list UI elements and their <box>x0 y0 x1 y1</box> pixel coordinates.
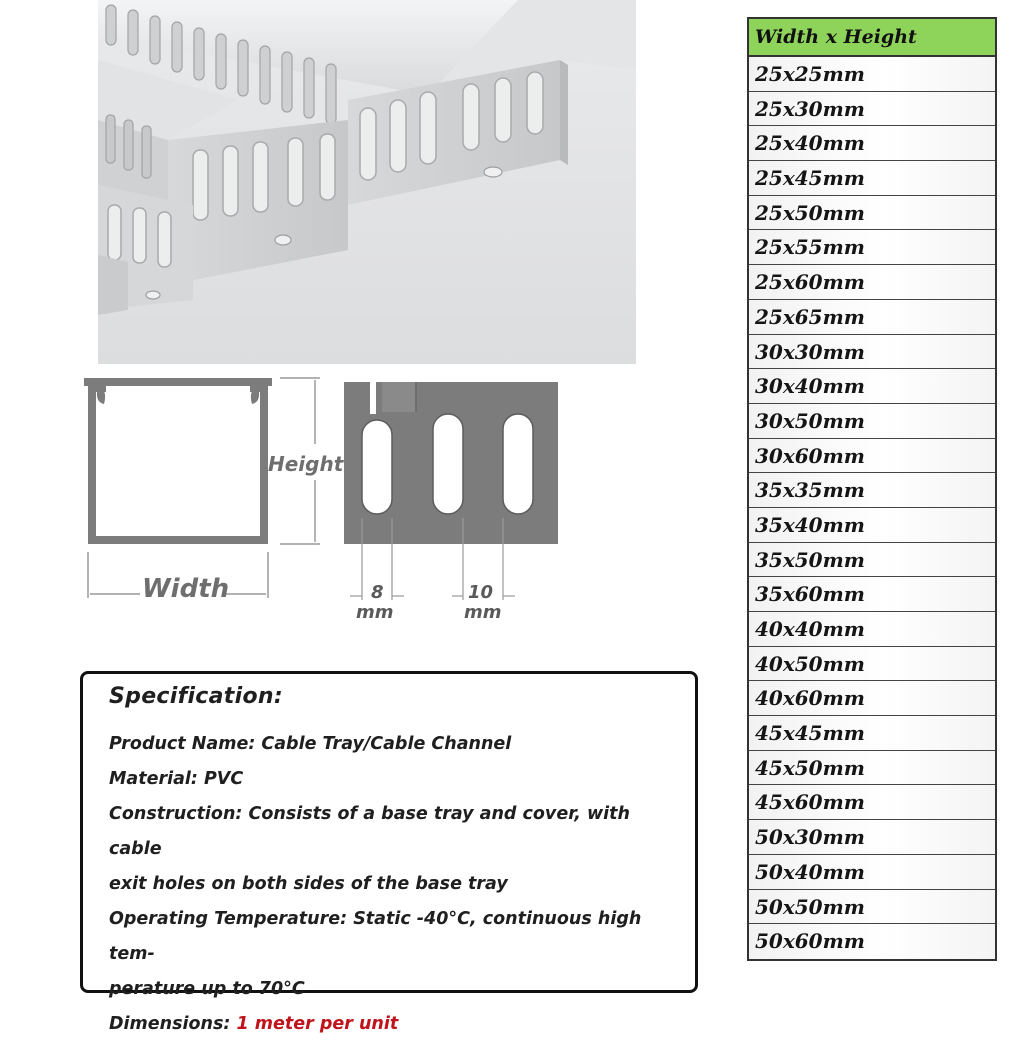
size-table-row: 35x50mm <box>749 543 995 578</box>
spec-temperature-line1: Operating Temperature: Static -40°C, continuous high tem- <box>109 909 642 964</box>
spec-construction-line1: Construction: Consists of a base tray and cover, with cable <box>109 804 630 859</box>
size-table-row: 30x60mm <box>749 439 995 474</box>
spec-temperature-line2: perature up to 70°C <box>109 979 305 999</box>
size-table-row: 30x50mm <box>749 404 995 439</box>
size-table-row: 25x45mm <box>749 161 995 196</box>
size-table-row: 35x40mm <box>749 508 995 543</box>
size-table-row: 40x40mm <box>749 612 995 647</box>
size-table <box>747 17 997 961</box>
size-table-row: 45x60mm <box>749 785 995 820</box>
size-table-row: 40x60mm <box>749 681 995 716</box>
slot-spacing-diagram <box>340 378 565 628</box>
cross-section-diagram <box>80 372 350 604</box>
slot-gap-value: 10 <box>468 582 494 603</box>
product-photo <box>98 0 636 364</box>
size-table-row: 25x60mm <box>749 265 995 300</box>
spec-dimensions-label: Dimensions: <box>109 1014 237 1034</box>
size-table-row: 25x40mm <box>749 126 995 161</box>
size-table-row: 50x30mm <box>749 820 995 855</box>
spec-dimensions-value: 1 meter per unit <box>236 1014 399 1034</box>
size-table-row: 25x55mm <box>749 230 995 265</box>
size-table-row: 50x60mm <box>749 924 995 959</box>
spec-construction-line2: exit holes on both sides of the base tray <box>109 874 508 894</box>
height-label: Height <box>268 452 344 476</box>
spec-material: Material: PVC <box>109 769 244 789</box>
slot-width-value: 8 <box>371 582 384 603</box>
size-table-row: 50x40mm <box>749 855 995 890</box>
size-table-row: 35x60mm <box>749 577 995 612</box>
size-table-row: 30x30mm <box>749 335 995 370</box>
size-table-row: 25x25mm <box>749 57 995 92</box>
size-table-rows <box>749 57 995 959</box>
size-table-row: 35x35mm <box>749 473 995 508</box>
size-table-row: 30x40mm <box>749 369 995 404</box>
size-table-row: 45x45mm <box>749 716 995 751</box>
spec-dimensions <box>109 1007 671 1042</box>
size-table-row: 25x50mm <box>749 196 995 231</box>
size-table-row: 25x65mm <box>749 300 995 335</box>
size-table-row: 45x50mm <box>749 751 995 786</box>
size-table-row: 50x50mm <box>749 890 995 925</box>
size-table-row: 40x50mm <box>749 647 995 682</box>
cable-tray-illustration <box>98 0 636 364</box>
slot-width-unit: mm <box>356 602 394 623</box>
spec-product-name: Product Name: Cable Tray/Cable Channel <box>109 734 512 754</box>
slot-gap-unit: mm <box>464 602 502 623</box>
width-label: Width <box>142 574 230 604</box>
spec-title: Specification: <box>109 684 283 709</box>
specification-box <box>80 671 698 1034</box>
size-table-row: 25x30mm <box>749 92 995 127</box>
size-table-header: Width x Height <box>749 19 995 57</box>
